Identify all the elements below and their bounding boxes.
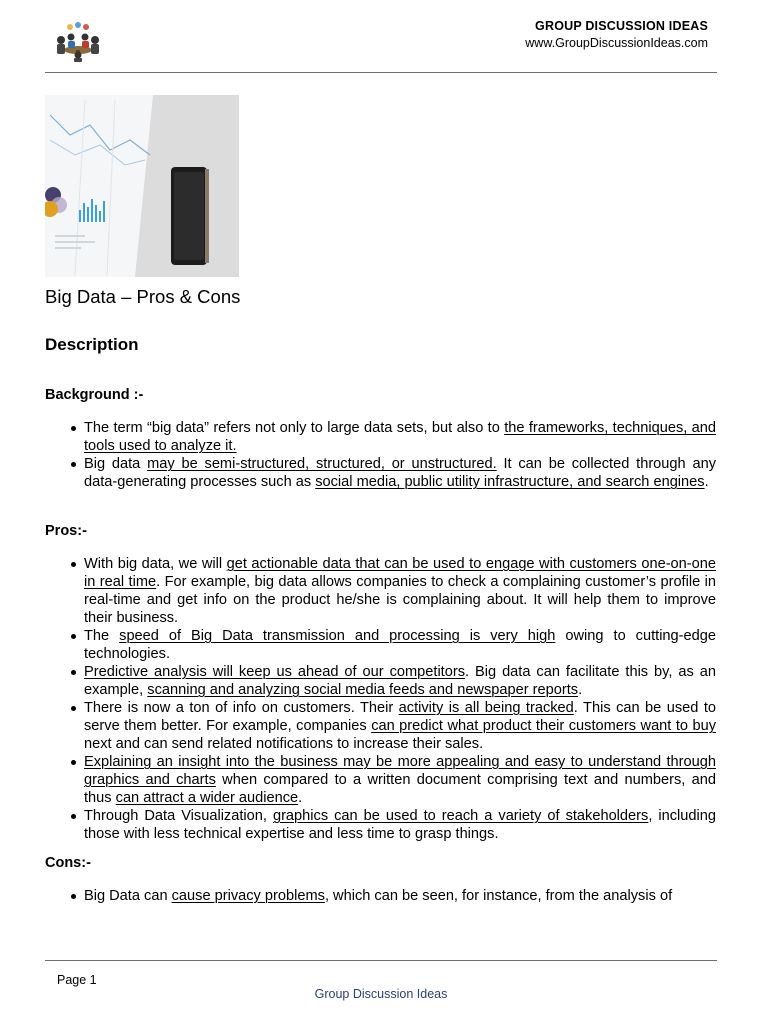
text-run: . <box>704 474 709 490</box>
list-item <box>45 699 716 753</box>
pros-list <box>45 555 716 843</box>
underlined-phrase: the frameworks, techniques, and tools used to analyze it. <box>84 420 716 454</box>
text-run: . This can be used to serve them better. For example, companies <box>84 700 717 734</box>
list-item <box>45 807 716 843</box>
header-brand <box>525 19 708 51</box>
underlined-phrase: can attract a wider audience <box>115 790 299 806</box>
list-item <box>45 887 716 905</box>
text-run: It can be collected through any data-generating processes such as <box>84 456 716 490</box>
hero-image <box>45 95 239 277</box>
underlined-phrase: social media, public utility infrastructure, and search engines <box>315 474 705 490</box>
background-list <box>45 419 716 491</box>
footer-brand: Group Discussion Ideas <box>314 987 448 1001</box>
text-run: next and can send related notifications to increase their sales. <box>84 736 484 752</box>
group-discussion-logo-icon <box>52 20 104 62</box>
underlined-phrase: Predictive analysis will keep us ahead of our competitors <box>84 664 466 680</box>
document-title: Big Data – Pros & Cons <box>45 286 241 307</box>
header-divider <box>45 72 717 73</box>
text-run: Big Data can <box>84 888 172 904</box>
page-number: Page 1 <box>57 973 97 987</box>
description-heading: Description <box>45 335 139 354</box>
underlined-phrase: scanning and analyzing social media feeds and newspaper reports <box>147 682 579 698</box>
list-item <box>45 419 716 455</box>
list-item <box>45 663 716 699</box>
text-run: . For example, big data allows companies to check a complaining customer’s profile in real-time and get info on the product he/she is complaining about. It will help them to improve their business. <box>84 574 716 626</box>
list-item <box>45 753 716 807</box>
text-run: when compared to a written document comprising text and numbers, and thus <box>84 772 716 806</box>
cons-list <box>45 887 716 905</box>
list-item <box>45 627 716 663</box>
underlined-phrase: cause privacy problems <box>171 888 325 904</box>
underlined-phrase: can predict what product their customers want to buy <box>371 718 716 734</box>
brand-title: GROUP DISCUSSION IDEAS <box>535 19 708 33</box>
list-item <box>45 555 716 627</box>
underlined-phrase: speed of Big Data transmission and processing is very high <box>119 628 556 644</box>
text-run: Big data <box>84 456 148 472</box>
text-run: There is now a ton of info on customers. Their <box>84 700 399 716</box>
text-run: , which can be seen, for instance, from the analysis of <box>324 888 673 904</box>
underlined-phrase: Explaining an insight into the business may be more appealing and easy to understand through graphics and charts <box>84 754 716 788</box>
background-heading: Background :- <box>45 387 144 403</box>
pros-heading: Pros:- <box>45 523 87 539</box>
footer-divider <box>45 960 717 961</box>
text-run: . <box>578 682 583 698</box>
text-run: owing to cutting-edge technologies. <box>84 628 716 662</box>
text-run: . <box>298 790 303 806</box>
text-run: , including those with less technical expertise and less time to grasp things. <box>84 808 716 842</box>
text-run: With big data, we will <box>84 556 227 572</box>
underlined-phrase: get actionable data that can be used to engage with customers one-on-one in real time <box>84 556 716 590</box>
text-run: The <box>84 628 120 644</box>
list-item <box>45 455 716 491</box>
cons-heading: Cons:- <box>45 855 91 871</box>
underlined-phrase: graphics can be used to reach a variety of stakeholders <box>272 808 649 824</box>
underlined-phrase: activity is all being tracked <box>398 700 574 716</box>
underlined-phrase: may be semi-structured, structured, or unstructured. <box>147 456 497 472</box>
brand-url[interactable]: www.GroupDiscussionIdeas.com <box>525 36 708 50</box>
text-run: . Big data can facilitate this by, as an example, <box>84 664 716 698</box>
text-run: Through Data Visualization, <box>84 808 273 824</box>
text-run: The term “big data” refers not only to large data sets, but also to <box>84 420 505 436</box>
